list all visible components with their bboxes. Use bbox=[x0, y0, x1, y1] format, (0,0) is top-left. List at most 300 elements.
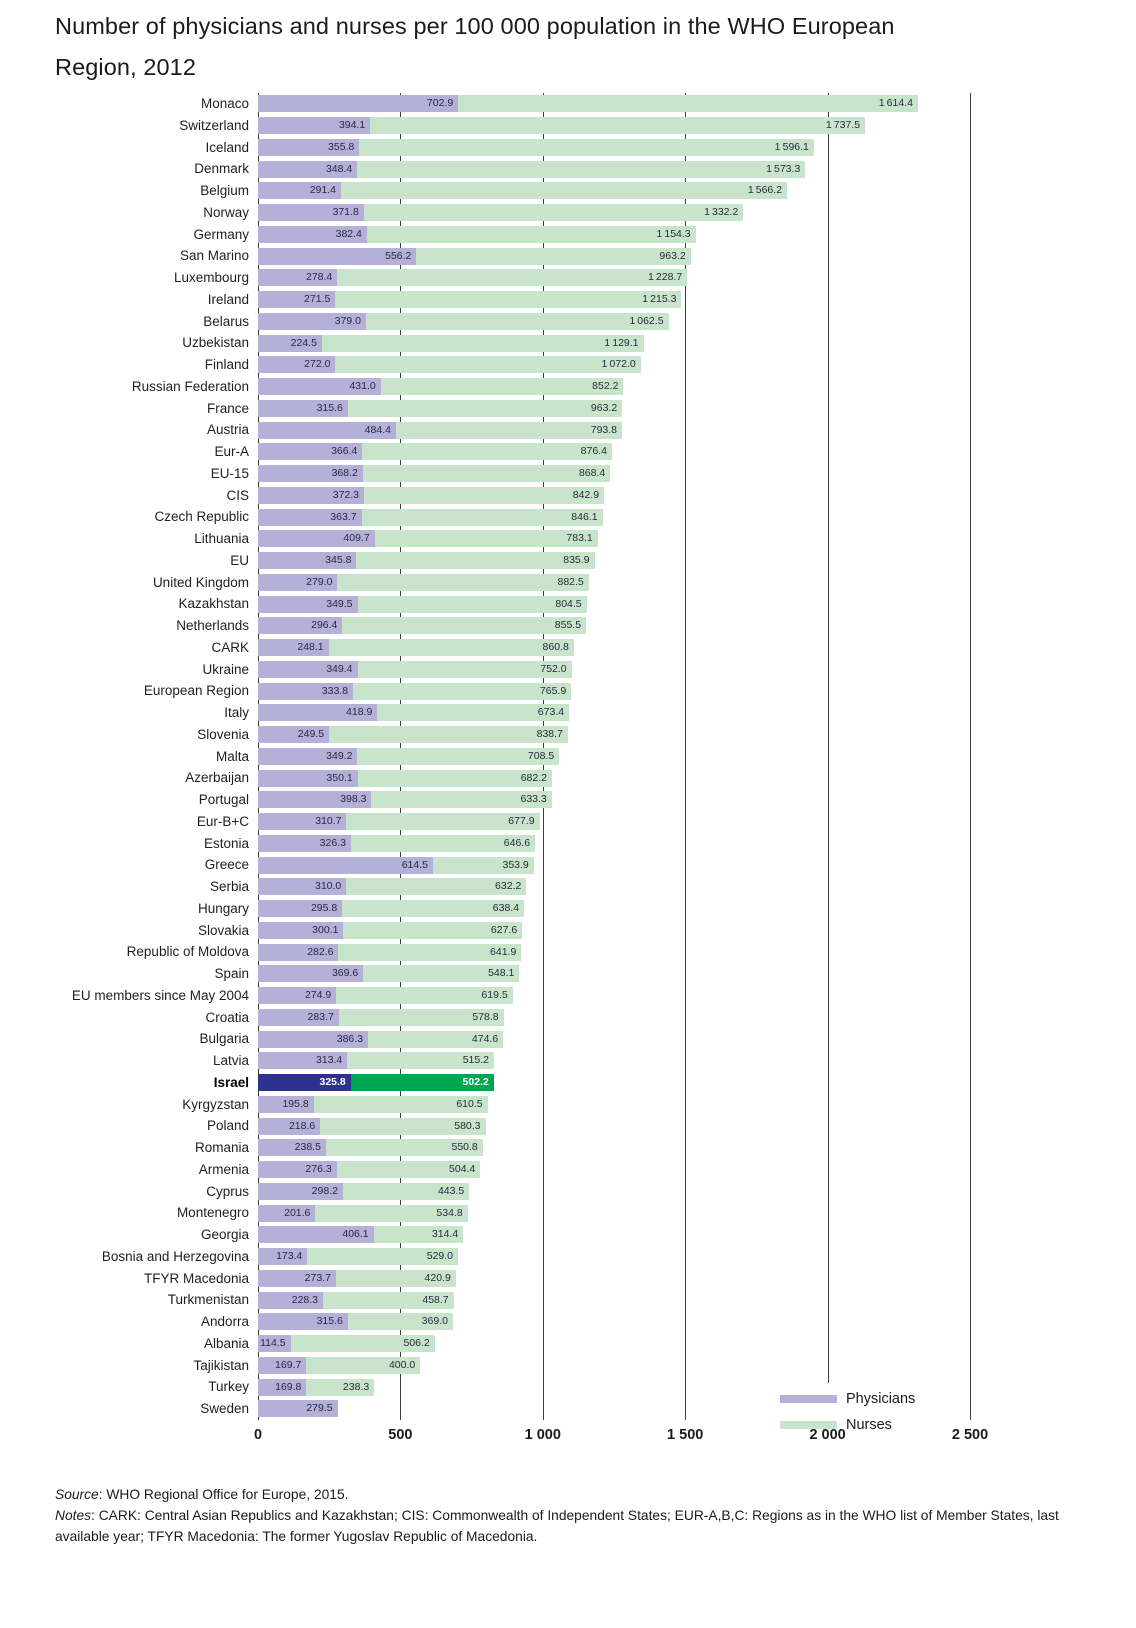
country-label: Romania bbox=[194, 1140, 249, 1155]
notes-line bbox=[55, 1505, 1090, 1547]
bar-row bbox=[214, 441, 970, 463]
nurses-bar bbox=[335, 356, 640, 373]
nurses-value: 963.2 bbox=[659, 249, 686, 262]
nurses-value: 1 072.0 bbox=[601, 358, 636, 371]
bar-row bbox=[198, 1159, 970, 1181]
country-label: EU members since May 2004 bbox=[71, 987, 249, 1003]
physicians-bar bbox=[258, 1248, 307, 1265]
bar-row bbox=[203, 202, 970, 224]
nurses-value: 504.4 bbox=[449, 1163, 476, 1176]
legend-entry-physicians bbox=[780, 1386, 915, 1412]
country-label: Lithuania bbox=[194, 531, 249, 546]
country-label: Netherlands bbox=[176, 618, 249, 633]
country-label: Montenegro bbox=[176, 1205, 249, 1221]
country-label: Eur-B+C bbox=[196, 813, 249, 829]
physicians-bar bbox=[258, 1335, 291, 1352]
bar-row bbox=[202, 659, 970, 681]
bar-row bbox=[143, 680, 970, 702]
country-label: Azerbaijan bbox=[185, 770, 249, 786]
country-label: Hungary bbox=[197, 900, 249, 916]
physicians-bar bbox=[258, 1379, 306, 1396]
physicians-value: 279.0 bbox=[306, 575, 333, 588]
nurses-bar bbox=[362, 443, 612, 460]
physicians-value: 326.3 bbox=[319, 836, 346, 849]
bar-row bbox=[215, 746, 970, 768]
physicians-value: 313.4 bbox=[315, 1054, 343, 1067]
nurses-value: 1 566.2 bbox=[747, 184, 783, 197]
physicians-bar bbox=[258, 878, 346, 895]
physicians-bar bbox=[258, 1139, 326, 1156]
physicians-bar bbox=[258, 857, 433, 874]
country-label: Albania bbox=[203, 1335, 249, 1351]
physicians-bar bbox=[258, 1400, 338, 1417]
physicians-value: 386.3 bbox=[336, 1032, 364, 1045]
nurses-value: 852.2 bbox=[592, 380, 619, 393]
bar-row bbox=[209, 876, 970, 898]
country-label: Denmark bbox=[194, 161, 249, 177]
bar-row bbox=[194, 1137, 970, 1159]
bar-row bbox=[226, 485, 970, 507]
nurses-bar bbox=[356, 552, 594, 569]
physicians-value: 398.3 bbox=[340, 793, 367, 806]
physicians-value: 366.4 bbox=[331, 445, 358, 458]
physicians-bar bbox=[258, 269, 337, 286]
nurses-value: 804.5 bbox=[555, 597, 582, 610]
physicians-bar bbox=[258, 182, 341, 199]
physicians-value: 278.4 bbox=[306, 271, 333, 284]
nurses-value: 641.9 bbox=[490, 945, 517, 958]
physicians-value: 368.2 bbox=[331, 467, 358, 480]
physicians-bar bbox=[258, 356, 335, 373]
country-label: Eur-A bbox=[214, 444, 249, 459]
bar-row bbox=[173, 267, 970, 289]
country-label: San Marino bbox=[179, 248, 249, 264]
physicians-value: 315.6 bbox=[316, 1315, 343, 1328]
country-label: Italy bbox=[224, 705, 249, 720]
nurses-bar bbox=[323, 1292, 454, 1309]
physicians-bar bbox=[258, 1161, 337, 1178]
country-label: Estonia bbox=[203, 835, 249, 851]
physicians-value: 274.9 bbox=[305, 989, 332, 1002]
bar-row bbox=[178, 593, 970, 615]
nurses-bar bbox=[363, 465, 610, 482]
bar-row bbox=[211, 637, 970, 659]
physicians-value: 224.5 bbox=[290, 336, 317, 349]
country-label: Sweden bbox=[200, 1401, 249, 1416]
physicians-bar bbox=[258, 161, 357, 178]
country-label: Croatia bbox=[205, 1009, 249, 1025]
physicians-value: 283.7 bbox=[307, 1010, 334, 1023]
physicians-bar bbox=[258, 770, 358, 787]
nurses-value: 502.2 bbox=[462, 1076, 489, 1089]
chart-title bbox=[55, 6, 895, 88]
nurses-value: 860.8 bbox=[542, 641, 569, 654]
country-label: Czech Republic bbox=[154, 509, 249, 525]
bar-row bbox=[213, 1072, 970, 1094]
nurses-bar bbox=[337, 574, 588, 591]
nurses-value: 529.0 bbox=[426, 1250, 454, 1263]
nurses-value: 369.0 bbox=[421, 1315, 448, 1328]
nurses-value: 420.9 bbox=[424, 1271, 451, 1284]
physicians-value: 409.7 bbox=[343, 532, 370, 545]
bar-row bbox=[205, 137, 970, 159]
physicians-value: 310.7 bbox=[315, 815, 342, 828]
physicians-value: 218.6 bbox=[288, 1119, 316, 1132]
physicians-bar bbox=[258, 248, 416, 265]
country-label: Greece bbox=[204, 857, 249, 873]
nurses-value: 1 215.3 bbox=[642, 293, 677, 306]
country-label: Spain bbox=[214, 966, 249, 981]
physicians-value: 382.4 bbox=[335, 227, 362, 240]
nurses-value: 638.4 bbox=[492, 902, 520, 915]
bar-row bbox=[224, 702, 970, 724]
nurses-value: 1 573.3 bbox=[766, 162, 801, 175]
physicians-value: 201.6 bbox=[284, 1206, 311, 1219]
nurses-value: 646.6 bbox=[503, 836, 531, 849]
country-label: Turkmenistan bbox=[167, 1292, 249, 1308]
nurses-bar bbox=[374, 1226, 464, 1243]
physicians-bar bbox=[258, 400, 348, 417]
physicians-bar bbox=[258, 661, 358, 678]
nurses-value: 752.0 bbox=[540, 662, 567, 675]
physicians-value: 431.0 bbox=[349, 380, 376, 393]
physicians-value: 298.2 bbox=[311, 1184, 338, 1197]
nurses-value: 550.8 bbox=[451, 1141, 478, 1154]
nurses-value: 1 228.7 bbox=[647, 271, 683, 284]
nurses-value: 627.6 bbox=[490, 923, 518, 936]
physicians-value: 279.5 bbox=[306, 1402, 333, 1415]
country-label: Switzerland bbox=[179, 117, 249, 133]
physicians-value: 363.7 bbox=[330, 510, 357, 523]
country-label: Finland bbox=[204, 357, 249, 372]
physicians-bar bbox=[258, 944, 338, 961]
physicians-value: 614.5 bbox=[401, 858, 428, 871]
physicians-value: 406.1 bbox=[342, 1228, 369, 1241]
country-label: Andorra bbox=[200, 1314, 249, 1329]
physicians-bar bbox=[258, 726, 329, 743]
nurses-value: 783.1 bbox=[566, 532, 593, 545]
country-label: Uzbekistan bbox=[182, 335, 249, 351]
physicians-value: 315.6 bbox=[316, 401, 343, 414]
nurses-value: 474.6 bbox=[471, 1032, 499, 1045]
bar-row bbox=[126, 941, 970, 963]
physicians-value: 169.8 bbox=[275, 1380, 302, 1393]
footer-notes bbox=[55, 1484, 1090, 1547]
nurses-value: 1 154.3 bbox=[656, 227, 691, 240]
nurses-bar bbox=[336, 1270, 456, 1287]
bar-row bbox=[193, 224, 970, 246]
physicians-swatch-icon bbox=[780, 1395, 837, 1403]
x-tick-1000: 1 000 bbox=[524, 1427, 561, 1443]
source-text: : WHO Regional Office for Europe, 2015. bbox=[98, 1487, 349, 1502]
nurses-bar bbox=[359, 139, 814, 156]
plot-area bbox=[71, 93, 989, 1443]
nurses-bar bbox=[329, 726, 568, 743]
nurses-bar bbox=[358, 770, 552, 787]
legend-entry-nurses bbox=[780, 1412, 915, 1438]
physicians-bar bbox=[258, 683, 353, 700]
bar-row bbox=[204, 854, 970, 876]
nurses-bar bbox=[346, 813, 539, 830]
country-label: Kazakhstan bbox=[178, 596, 249, 612]
nurses-bar bbox=[329, 639, 574, 656]
physicians-bar bbox=[258, 1118, 320, 1135]
bar-row bbox=[200, 180, 970, 202]
physicians-bar bbox=[258, 574, 337, 591]
nurses-value: 578.8 bbox=[472, 1010, 499, 1023]
nurses-bar bbox=[320, 1118, 485, 1135]
country-label: Bosnia and Herzegovina bbox=[101, 1248, 249, 1264]
physicians-bar bbox=[258, 530, 375, 547]
x-tick-2500: 2 500 bbox=[951, 1427, 989, 1443]
nurses-value: 673.4 bbox=[537, 706, 565, 719]
country-label: European Region bbox=[143, 683, 249, 699]
physicians-legend-label: Physicians bbox=[846, 1391, 916, 1407]
nurses-bar bbox=[368, 1031, 503, 1048]
country-label: Portugal bbox=[198, 792, 249, 807]
chart-title-line1: Number of physicians and nurses per 100 000 population in the WHO European bbox=[55, 13, 895, 39]
country-label: EU bbox=[230, 552, 249, 568]
nurses-value: 842.9 bbox=[572, 488, 600, 501]
source-label: Source bbox=[55, 1487, 99, 1502]
bar-row bbox=[196, 811, 970, 833]
nurses-bar bbox=[357, 161, 805, 178]
nurses-bar bbox=[348, 1313, 453, 1330]
physicians-value: 295.8 bbox=[310, 902, 338, 915]
country-label: Turkey bbox=[208, 1379, 249, 1395]
physicians-value: 333.8 bbox=[321, 684, 349, 697]
nurses-value: 580.3 bbox=[454, 1119, 481, 1132]
nurses-value: 610.5 bbox=[456, 1097, 483, 1110]
bar-row bbox=[200, 1224, 970, 1246]
nurses-value: 632.2 bbox=[495, 880, 522, 893]
physicians-value: 195.8 bbox=[282, 1097, 309, 1110]
nurses-value: 963.2 bbox=[590, 401, 618, 414]
physicians-value: 348.4 bbox=[325, 162, 353, 175]
physicians-value: 355.8 bbox=[328, 140, 355, 153]
physicians-bar bbox=[258, 1292, 323, 1309]
physicians-bar bbox=[258, 1226, 374, 1243]
bar-row bbox=[230, 550, 970, 572]
nurses-value: 835.9 bbox=[563, 554, 590, 567]
nurses-bar bbox=[363, 965, 519, 982]
nurses-value: 534.8 bbox=[436, 1206, 463, 1219]
nurses-value: 458.7 bbox=[422, 1293, 449, 1306]
bar-row bbox=[143, 1268, 970, 1290]
nurses-bar bbox=[306, 1357, 420, 1374]
nurses-bar bbox=[416, 248, 690, 265]
country-label: Germany bbox=[193, 226, 249, 242]
bar-row bbox=[71, 985, 970, 1007]
nurses-bar bbox=[335, 291, 681, 308]
bar-row bbox=[167, 1289, 970, 1311]
physicians-value: 114.5 bbox=[260, 1337, 286, 1350]
bar-row bbox=[212, 1050, 970, 1072]
physicians-bar bbox=[258, 987, 336, 1004]
bar-row bbox=[131, 376, 970, 398]
country-label: Georgia bbox=[200, 1227, 249, 1242]
nurses-bar bbox=[371, 791, 551, 808]
physicians-bar bbox=[258, 922, 343, 939]
physicians-value: 296.4 bbox=[311, 619, 338, 632]
nurses-bar bbox=[342, 617, 586, 634]
country-label: Republic of Moldova bbox=[126, 944, 249, 960]
bar-row bbox=[194, 158, 970, 180]
nurses-bar bbox=[339, 1009, 504, 1026]
nurses-bar bbox=[337, 269, 687, 286]
source-line bbox=[55, 1484, 1090, 1505]
country-label: CARK bbox=[211, 639, 249, 655]
physicians-bar bbox=[258, 1205, 315, 1222]
country-label: Cyprus bbox=[206, 1183, 249, 1199]
bar-row bbox=[200, 93, 970, 115]
nurses-value: 314.4 bbox=[431, 1228, 459, 1241]
nurses-bar bbox=[291, 1335, 435, 1352]
physicians-bar bbox=[258, 509, 362, 526]
nurses-bar bbox=[433, 857, 534, 874]
physicians-bar bbox=[258, 313, 366, 330]
nurses-bar bbox=[364, 204, 743, 221]
bar-row bbox=[203, 1333, 970, 1355]
physicians-value: 310.0 bbox=[315, 880, 342, 893]
physicians-value: 248.1 bbox=[297, 641, 324, 654]
bar-row bbox=[203, 833, 970, 855]
physicians-bar bbox=[258, 791, 371, 808]
country-label: Belgium bbox=[200, 183, 249, 198]
nurses-value: 353.9 bbox=[502, 858, 529, 871]
nurses-bar bbox=[362, 509, 603, 526]
nurses-value: 506.2 bbox=[403, 1337, 430, 1350]
nurses-value: 868.4 bbox=[578, 467, 606, 480]
physicians-value: 282.6 bbox=[307, 945, 334, 958]
nurses-bar bbox=[358, 661, 572, 678]
nurses-value: 682.2 bbox=[520, 771, 547, 784]
physicians-bar bbox=[258, 226, 367, 243]
bar-row bbox=[154, 506, 970, 528]
bar-row bbox=[214, 963, 970, 985]
nurses-value: 793.8 bbox=[590, 423, 618, 436]
bar-rows bbox=[71, 93, 970, 1420]
physicians-value: 345.8 bbox=[325, 554, 352, 567]
physicians-value: 349.4 bbox=[326, 662, 353, 675]
nurses-bar bbox=[342, 900, 524, 917]
nurses-value: 548.1 bbox=[488, 967, 515, 980]
physicians-value: 273.7 bbox=[304, 1271, 331, 1284]
bar-row bbox=[197, 724, 970, 746]
physicians-bar bbox=[258, 748, 357, 765]
nurses-value: 1 596.1 bbox=[774, 140, 809, 153]
nurses-value: 443.5 bbox=[437, 1184, 465, 1197]
nurses-value: 515.2 bbox=[462, 1054, 489, 1067]
country-label: Slovenia bbox=[197, 726, 249, 742]
nurses-bar bbox=[343, 922, 522, 939]
nurses-bar bbox=[351, 1074, 494, 1091]
physicians-value: 228.3 bbox=[291, 1293, 319, 1306]
bar-row bbox=[176, 615, 970, 637]
country-label: Monaco bbox=[200, 96, 249, 111]
physicians-bar bbox=[258, 1357, 306, 1374]
country-label: Norway bbox=[203, 204, 249, 220]
physicians-value: 300.1 bbox=[312, 923, 339, 936]
bar-row bbox=[207, 289, 970, 311]
physicians-bar bbox=[258, 291, 335, 308]
physicians-value: 291.4 bbox=[309, 184, 336, 197]
bar-row bbox=[182, 332, 970, 354]
x-tick-1500: 1 500 bbox=[667, 1427, 704, 1443]
nurses-value: 1 737.5 bbox=[825, 119, 861, 132]
country-label: Ukraine bbox=[202, 661, 249, 677]
physicians-value: 394.1 bbox=[338, 119, 366, 132]
bar-row bbox=[198, 789, 970, 811]
physicians-value: 702.9 bbox=[426, 97, 454, 110]
nurses-value: 1 614.4 bbox=[878, 97, 913, 110]
nurses-legend-label: Nurses bbox=[846, 1417, 892, 1433]
bar-row bbox=[197, 920, 970, 942]
physicians-value: 169.7 bbox=[275, 1358, 302, 1371]
bar-row bbox=[205, 1007, 970, 1029]
physicians-value: 349.2 bbox=[326, 749, 353, 762]
physicians-value: 271.5 bbox=[304, 293, 331, 306]
country-label: Slovakia bbox=[197, 922, 249, 938]
physicians-bar bbox=[258, 1031, 368, 1048]
bar-row bbox=[179, 245, 970, 267]
nurses-value: 633.3 bbox=[520, 793, 547, 806]
country-label: United Kingdom bbox=[152, 574, 249, 590]
physicians-value: 325.8 bbox=[319, 1076, 346, 1089]
physicians-value: 372.3 bbox=[332, 488, 360, 501]
physicians-bar bbox=[258, 596, 358, 613]
nurses-value: 1 332.2 bbox=[704, 206, 739, 219]
nurses-bar bbox=[307, 1248, 458, 1265]
country-label: Serbia bbox=[209, 879, 249, 894]
country-label: Latvia bbox=[212, 1053, 249, 1068]
nurses-bar bbox=[364, 487, 604, 504]
bar-row bbox=[200, 1311, 970, 1333]
bar-row bbox=[206, 419, 970, 441]
physicians-bar bbox=[258, 378, 381, 395]
nurses-bar bbox=[396, 422, 622, 439]
nurses-bar bbox=[347, 1052, 494, 1069]
nurses-bar bbox=[353, 683, 571, 700]
nurses-value: 1 062.5 bbox=[629, 314, 664, 327]
country-label: Belarus bbox=[203, 313, 249, 329]
notes-label: Notes bbox=[55, 1508, 92, 1523]
nurses-value: 855.5 bbox=[554, 619, 582, 632]
physicians-value: 173.4 bbox=[276, 1250, 303, 1263]
nurses-bar bbox=[367, 226, 696, 243]
physicians-bar bbox=[258, 1313, 348, 1330]
physicians-value: 276.3 bbox=[305, 1163, 332, 1176]
nurses-value: 708.5 bbox=[527, 749, 555, 762]
nurses-value: 619.5 bbox=[481, 989, 508, 1002]
nurses-value: 846.1 bbox=[571, 510, 598, 523]
nurses-bar bbox=[348, 400, 622, 417]
nurses-value: 238.3 bbox=[342, 1380, 370, 1393]
country-label: Russian Federation bbox=[131, 378, 249, 394]
physicians-bar bbox=[258, 443, 362, 460]
physicians-value: 349.5 bbox=[326, 597, 353, 610]
nurses-value: 882.5 bbox=[557, 575, 584, 588]
nurses-bar bbox=[306, 1379, 374, 1396]
nurses-bar bbox=[337, 1161, 481, 1178]
physicians-bar bbox=[258, 1009, 339, 1026]
nurses-bar bbox=[338, 944, 521, 961]
bar-row bbox=[176, 1202, 970, 1224]
country-label: France bbox=[206, 400, 249, 416]
nurses-value: 876.4 bbox=[580, 445, 607, 458]
physicians-bar bbox=[258, 900, 342, 917]
bar-row bbox=[203, 311, 970, 333]
